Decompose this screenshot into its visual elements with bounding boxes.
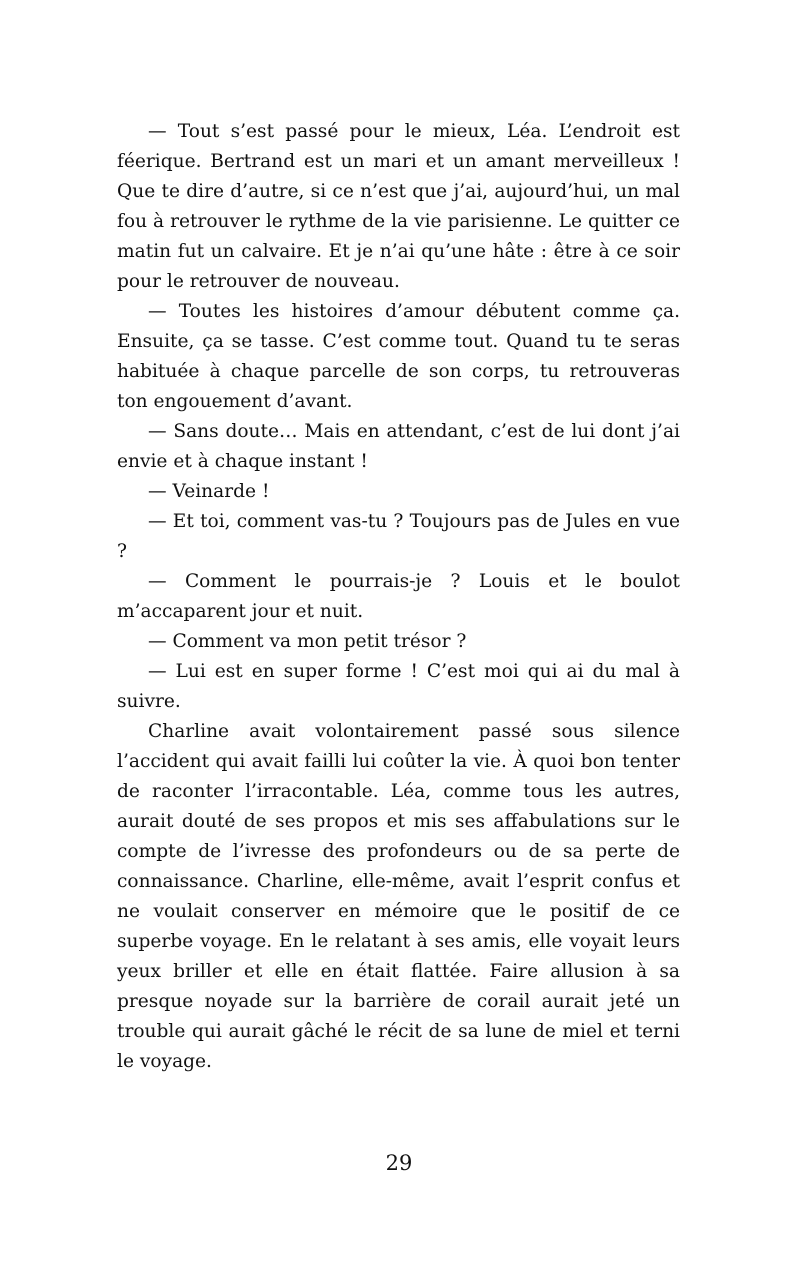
paragraph-3: — Sans doute… Mais en attendant, c’est de lui dont j’ai envie et à chaque instant ! <box>117 421 680 472</box>
paragraph-9: Charline avait volontairement passé sous silence l’accident qui avait failli lui coûter la vie. À quoi bon tenter de raconter l’irracontable. Léa, comme tous les autres, aurait douté de ses propos et mis ses affabulations sur le compte de l’ivresse des profondeurs ou de sa perte de connaissance. Charline, elle-même, avait l’esprit confus et ne voulait conserver en mémoire que le positif de ce superbe voyage. En le relatant à ses amis, elle voyait leurs yeux briller et elle en était flattée. Faire allusion à sa presque noyade sur la barrière de corail aurait jeté un trouble qui aurait gâché le récit de sa lune de miel et terni le voyage. <box>117 721 680 1072</box>
body-text <box>117 117 680 1077</box>
paragraph-6: — Comment le pourrais-je ? Louis et le boulot m’accaparent jour et nuit. <box>117 571 680 622</box>
paragraph-7: — Comment va mon petit trésor ? <box>148 631 467 652</box>
paragraph-8: — Lui est en super forme ! C’est moi qui ai du mal à suivre. <box>117 661 680 712</box>
paragraph-5: — Et toi, comment vas-tu ? Toujours pas de Jules en vue ? <box>117 511 680 562</box>
paragraph-1: — Tout s’est passé pour le mieux, Léa. L’endroit est féerique. Bertrand est un mari et un amant merveilleux ! Que te dire d’autre, si ce n’est que j’ai, aujourd’hui, un mal fou à retrouver le rythme de la vie parisienne. Le quitter ce matin fut un calvaire. Et je n’ai qu’une hâte : être à ce soir pour le retrouver de nouveau. <box>117 121 680 292</box>
paragraph-4: — Veinarde ! <box>148 481 270 502</box>
paragraph-2: — Toutes les histoires d’amour débutent comme ça. Ensuite, ça se tasse. C’est comme tout. Quand tu te seras habituée à chaque parcelle de son corps, tu retrouveras ton engouement d’avant. <box>117 301 680 412</box>
page-number: 29 <box>385 1151 413 1175</box>
